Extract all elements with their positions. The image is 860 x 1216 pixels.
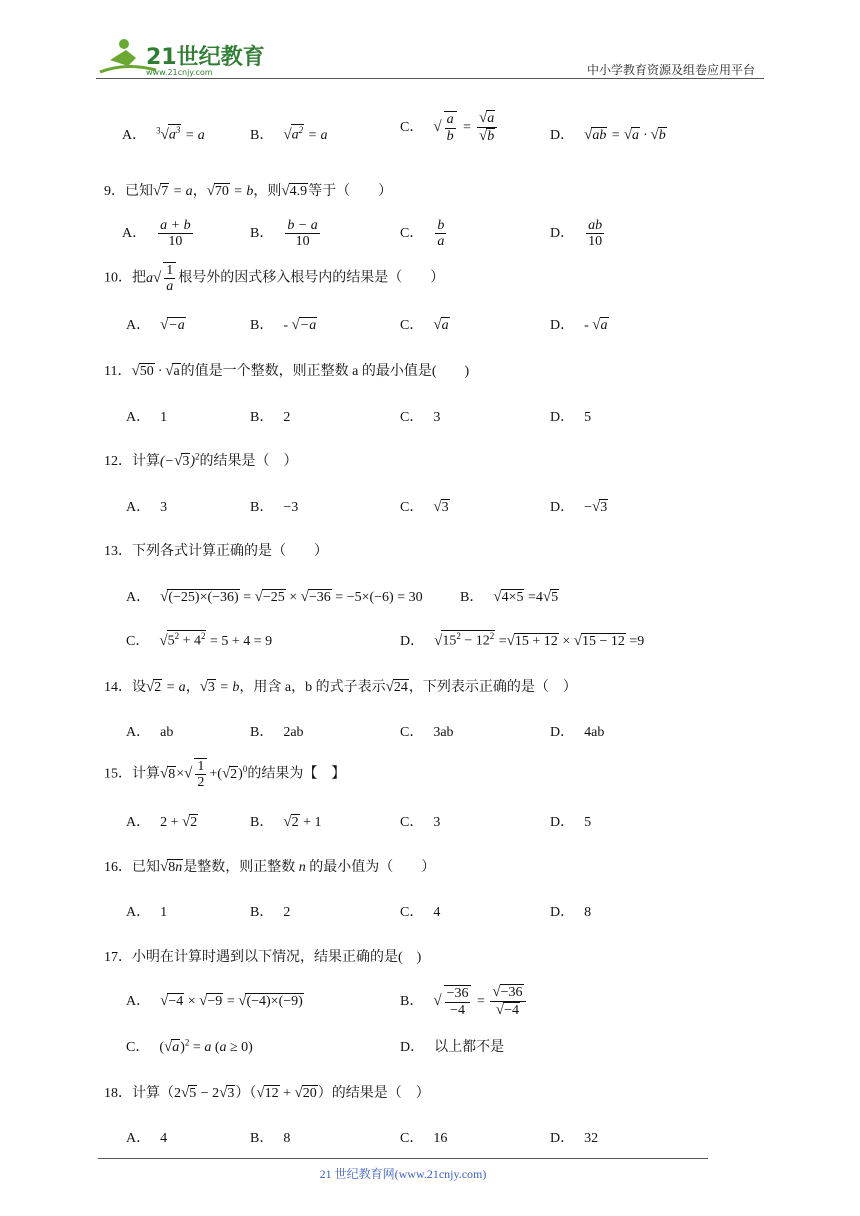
header-divider [96, 78, 764, 79]
q8-option-b: B． $√a^2 = a$ [250, 125, 328, 143]
question-17: 17．小明在计算时遇到以下情况，结果正确的是( ) [104, 950, 422, 965]
question-16: 16．已知√8n是整数，则正整数 n 的最小值为（ ） [104, 859, 436, 875]
question-11: 11．√50 · √a的值是一个整数，则正整数 a 的最小值是( ) [104, 363, 470, 379]
header-platform-text: 中小学教育资源及组卷应用平台 [586, 63, 755, 77]
question-13: 13．下列各式计算正确的是（ ） [104, 544, 328, 559]
q8-option-a: A． $^3√a^3 = a$ [122, 125, 205, 143]
svg-text:21世纪教育: 21世纪教育 [146, 45, 265, 70]
site-logo [96, 36, 266, 80]
svg-text:www.21cnjy.com: www.21cnjy.com [146, 68, 213, 77]
question-14: 14．设√2 = a，√3 = b，用含 a，b 的式子表示√24，下列表示正确的是（ ） [104, 679, 577, 695]
question-10: 10．把a√ $\frac{1}{a}$ 根号外的因式移入根号内的结果是（ ） [104, 263, 445, 295]
question-9: 9．已知√7 = a，√70 = b，则√4.9等于（ ） [104, 183, 393, 199]
q8-option-c: C． √ $\frac{a}{b}$ = $\frac{√a}{√b}$ [400, 110, 499, 145]
footer-divider [98, 1158, 708, 1159]
footer-link[interactable]: 21 世纪教育网(www.21cnjy.com) [319, 1167, 487, 1181]
question-12: 12．计算$(-√3)^2$的结果是（ ） [104, 451, 298, 469]
question-18: 18．计算（2√5 − 2√3）（√12 + √20）的结果是（ ） [104, 1085, 430, 1101]
q8-option-d: D． √ab = √a · √b [550, 127, 666, 143]
question-15: 15．计算√8×√ $\frac{1}{2}$ $+(√2)^0$的结果为【 】 [104, 759, 346, 791]
